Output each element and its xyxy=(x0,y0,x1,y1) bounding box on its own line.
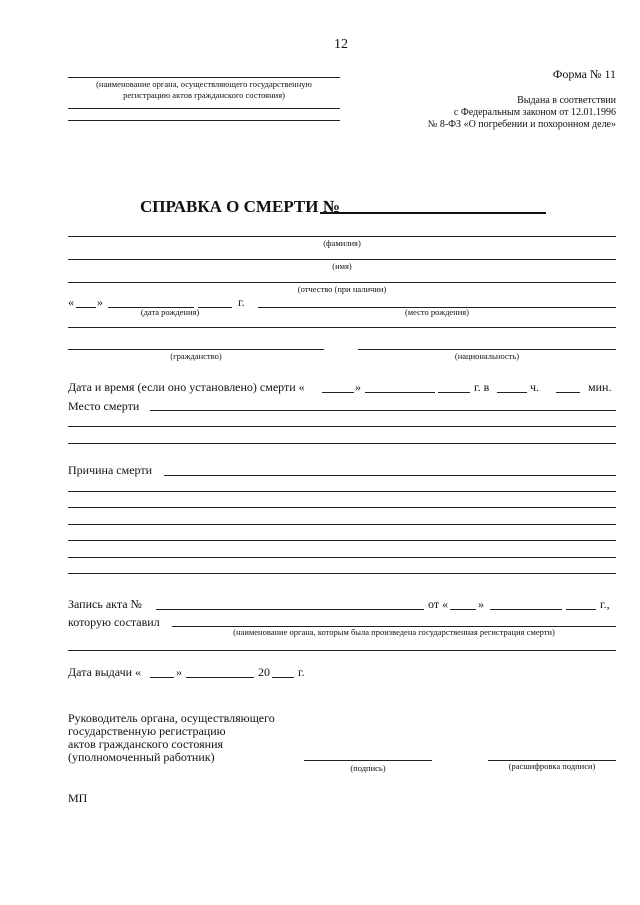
issue-date-label: Дата выдачи « xyxy=(68,665,142,679)
document-title: СПРАВКА О СМЕРТИ № xyxy=(140,197,340,216)
name-field[interactable] xyxy=(68,259,616,260)
issued-line2: с Федеральным законом от 12.01.1996 xyxy=(453,107,616,118)
registry-org-line-2[interactable] xyxy=(68,650,616,651)
death-hours-suffix: ч. xyxy=(530,380,540,394)
surname-caption: (фамилия) xyxy=(323,238,361,248)
head-line3: актов гражданского состояния xyxy=(68,737,224,751)
patronymic-caption: (отчество (при наличии) xyxy=(297,284,387,294)
death-hours-field[interactable] xyxy=(497,392,527,393)
birth-date-caption: (дата рождения) xyxy=(140,307,200,317)
act-from-label: от « xyxy=(428,597,449,611)
death-place-line-3[interactable] xyxy=(68,443,616,444)
citizenship-field[interactable] xyxy=(68,349,324,350)
death-cause-line-3[interactable] xyxy=(68,507,616,508)
death-place-line-2[interactable] xyxy=(68,426,616,427)
patronymic-field[interactable] xyxy=(68,282,616,283)
issue-day-field[interactable] xyxy=(150,677,174,678)
signature-decode-caption: (расшифровка подписи) xyxy=(508,761,596,771)
nationality-caption: (национальность) xyxy=(454,351,520,361)
birth-place-caption: (место рождения) xyxy=(404,307,470,317)
nationality-field[interactable] xyxy=(358,349,616,350)
issued-line3: № 8-ФЗ «О погребении и похоронном деле» xyxy=(427,119,616,130)
death-cause-label: Причина смерти xyxy=(68,463,153,477)
death-cause-line-7[interactable] xyxy=(68,573,616,574)
org-extra-line-2 xyxy=(68,120,340,121)
act-day-field[interactable] xyxy=(450,609,476,610)
act-record-label: Запись акта № xyxy=(68,597,142,611)
issue-century: 20 xyxy=(258,665,270,679)
issue-month-field[interactable] xyxy=(186,677,254,678)
birth-quote-open: « xyxy=(68,295,74,309)
birth-year-suffix: г. xyxy=(238,295,245,309)
stamp-label: МП xyxy=(68,791,88,805)
death-cause-line-4[interactable] xyxy=(68,524,616,525)
birth-place-extra-line[interactable] xyxy=(68,327,616,328)
death-quote-close: » xyxy=(355,380,361,394)
signature-field[interactable] xyxy=(304,760,432,761)
death-cause-line-5[interactable] xyxy=(68,540,616,541)
death-place-label: Место смерти xyxy=(68,399,140,413)
act-compiled-label: которую составил xyxy=(68,615,160,629)
death-day-field[interactable] xyxy=(322,392,354,393)
org-name-line xyxy=(68,77,340,78)
act-year-suffix: г., xyxy=(600,597,610,611)
certificate-number-field[interactable] xyxy=(320,212,546,214)
org-extra-line-1 xyxy=(68,108,340,109)
head-line2: государственную регистрацию xyxy=(68,724,226,738)
head-line1: Руководитель органа, осуществляющего xyxy=(68,711,275,725)
issued-line1: Выдана в соответствии xyxy=(517,95,616,106)
page-number: 12 xyxy=(334,37,348,52)
act-year-field[interactable] xyxy=(566,609,596,610)
issue-year-suffix: г. xyxy=(298,665,305,679)
death-year-suffix: г. в xyxy=(474,380,490,394)
death-year-field[interactable] xyxy=(438,392,470,393)
name-caption: (имя) xyxy=(332,261,352,271)
death-cause-line-2[interactable] xyxy=(68,491,616,492)
head-line4: (уполномоченный работник) xyxy=(68,750,215,764)
death-cause-field[interactable] xyxy=(164,475,616,476)
registry-org-caption: (наименование органа, которым была произведена государственная регистрация смерти) xyxy=(233,627,555,637)
act-quote-close: » xyxy=(478,597,484,611)
form-number: Форма № 11 xyxy=(552,67,616,81)
act-record-number-field[interactable] xyxy=(156,609,424,610)
death-datetime-label: Дата и время (если оно установлено) смерти « xyxy=(68,380,305,394)
citizenship-caption: (гражданство) xyxy=(170,351,222,361)
death-month-field[interactable] xyxy=(365,392,435,393)
issue-year-field[interactable] xyxy=(272,677,294,678)
signature-caption: (подпись) xyxy=(350,763,386,773)
issue-quote-close: » xyxy=(176,665,182,679)
surname-field[interactable] xyxy=(68,236,616,237)
org-caption-line2: регистрацию актов гражданского состояния) xyxy=(123,90,285,100)
act-month-field[interactable] xyxy=(490,609,562,610)
org-caption-line1: (наименование органа, осуществляющего государственную xyxy=(96,79,312,89)
birth-quote-close: » xyxy=(97,295,103,309)
death-cause-line-6[interactable] xyxy=(68,557,616,558)
death-minutes-suffix: мин. xyxy=(588,380,612,394)
birth-day-field[interactable] xyxy=(76,307,96,308)
death-place-field[interactable] xyxy=(150,410,616,411)
death-minutes-field[interactable] xyxy=(556,392,580,393)
